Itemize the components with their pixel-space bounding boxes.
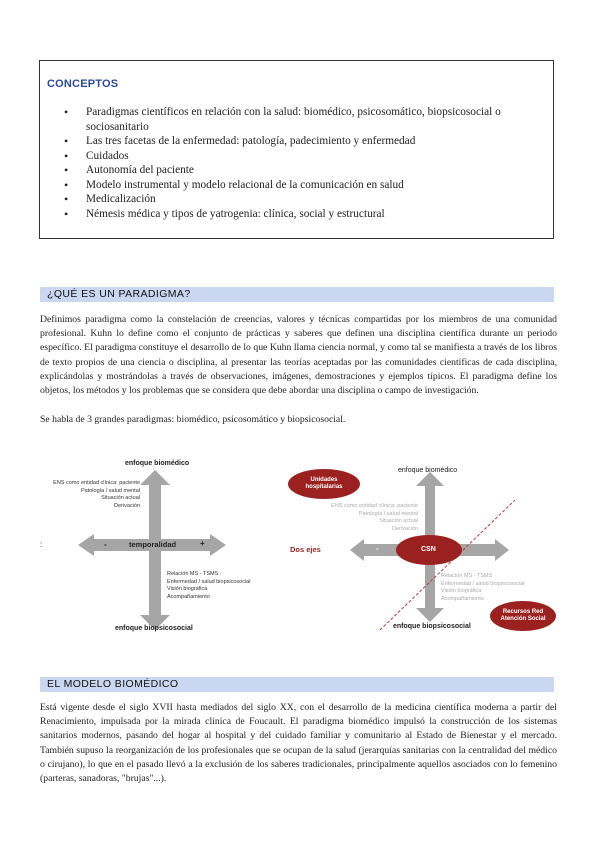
left-side-mark: : bbox=[40, 540, 43, 549]
note: Derivación bbox=[392, 525, 418, 532]
note: Situación actual bbox=[101, 495, 140, 501]
right-lower-notes bbox=[441, 573, 524, 603]
modelo-biomedico-paragraph: Está vigente desde el siglo XVII hasta mediados del siglo XX, con el desarrollo de la medicina científica moderna a partir del Renacimiento, impulsada por la mirada clínica de Foucault. El paradigma biomédico impulsó la construcción de los sistemas sanitarios modernos, pasando del hogar al hospital y del cuidado familiar y comunitario al Estado de Bienestar y el mercado. También supuso la reorganización de los profesionales que se ocupan de la salud (jerarquías sanitarias con la centralidad del médico o cirujano), lo que en el pasado llevó a la exclusión de los saberes tradicionales, principalmente aquellos asociados con lo femenino (parteras, sanadoras, "brujas"...). bbox=[40, 702, 557, 785]
right-top-label: enfoque biomédico bbox=[398, 467, 458, 474]
note: Derivación bbox=[114, 502, 140, 509]
section-heading-modelo-biomedico bbox=[40, 677, 554, 692]
list-item: • Némesis médica y tipos de yatrogenia: clínica, social y estructural bbox=[64, 207, 544, 222]
list-item: • Medicalización bbox=[64, 192, 544, 207]
note: Acompañamiento bbox=[441, 595, 484, 602]
dos-ejes-label: Dos ejes bbox=[290, 545, 321, 554]
list-item: • Modelo instrumental y modelo relacional de la comunicación en salud bbox=[64, 178, 544, 193]
left-axis-label: temporalidad bbox=[129, 540, 177, 549]
bubble-top-label: Unidades hospitalarias bbox=[305, 477, 343, 490]
left-minus: - bbox=[104, 540, 107, 549]
note: Visión biográfica bbox=[167, 586, 208, 592]
concepts-title: CONCEPTOS bbox=[47, 78, 119, 90]
center-bubble-label: CSN bbox=[421, 546, 436, 553]
note: Patología / salud mental bbox=[358, 510, 418, 517]
note: Enfermedad / salud biopsicosocial bbox=[441, 580, 525, 587]
right-minus: - bbox=[376, 544, 379, 553]
section-title: ¿QUÉ ES UN PARADIGMA? bbox=[47, 288, 191, 300]
note: Visión biográfica bbox=[441, 588, 482, 594]
section-heading-paradigma bbox=[40, 287, 554, 302]
right-upper-notes bbox=[318, 503, 418, 533]
note: Patología / salud mental bbox=[80, 487, 140, 494]
paradigma-summary: Se habla de 3 grandes paradigmas: biomédico, psicosomático y biopsicosocial. bbox=[40, 414, 346, 425]
note: Enfermedad / salud biopsicosocial bbox=[167, 578, 251, 585]
left-plus: + bbox=[200, 539, 205, 548]
paradigma-paragraph: Definimos paradigma como la constelación de creencias, valores y técnicas compartidas por los miembros de una comunidad profesional. Kuhn lo define como el conjunto de prácticas y saberes que definen una disciplina científica durante un periodo específico. El paradigma constituye el desarrollo de lo que Kuhn llama ciencia normal, y como tal se manifiesta a través de los libros de texto propios de una ciencia o disciplina, al presentar las teorías aceptadas por las comunidades científicas de cada disciplina, explicándolas y mostrándolas a través de observaciones, imágenes, demostraciones y ejemplos típicos. El paradigma define los objetos, los métodos y los problemas que se considera que debe abordar una disciplina o campo de investigación. bbox=[40, 314, 557, 397]
right-bottom-label: enfoque biopsicosocial bbox=[393, 623, 471, 630]
bubble-bottom-label: Recursos Red Atención Social bbox=[500, 609, 546, 622]
list-item: • Paradigmas científicos en relación con la salud: biomédico, psicosomático, biopsicosocial o sociosanitario bbox=[64, 105, 544, 134]
paradigm-diagrams bbox=[30, 455, 560, 645]
left-lower-notes bbox=[167, 571, 250, 601]
list-item: • Las tres facetas de la enfermedad: patología, padecimiento y enfermedad bbox=[64, 134, 544, 149]
concepts-list bbox=[64, 105, 544, 221]
list-item: • Autonomía del paciente bbox=[64, 163, 544, 178]
concepts-box bbox=[39, 60, 554, 239]
list-item: • Cuidados bbox=[64, 149, 544, 164]
note: ENS como entidad clínica: paciente bbox=[53, 480, 140, 486]
note: Acompañamiento bbox=[167, 593, 210, 600]
section-title: EL MODELO BIOMÉDICO bbox=[47, 678, 179, 690]
left-bottom-label: enfoque biopsicosocial bbox=[115, 625, 193, 632]
left-upper-notes bbox=[40, 480, 140, 510]
note: Situación actual bbox=[379, 518, 418, 524]
note: Relación MS - TSMS bbox=[167, 571, 219, 577]
note: ENS como entidad clínica: paciente bbox=[331, 503, 418, 509]
note: Relación MS - TSMS bbox=[441, 573, 493, 579]
left-top-label: enfoque biomédico bbox=[125, 460, 190, 467]
